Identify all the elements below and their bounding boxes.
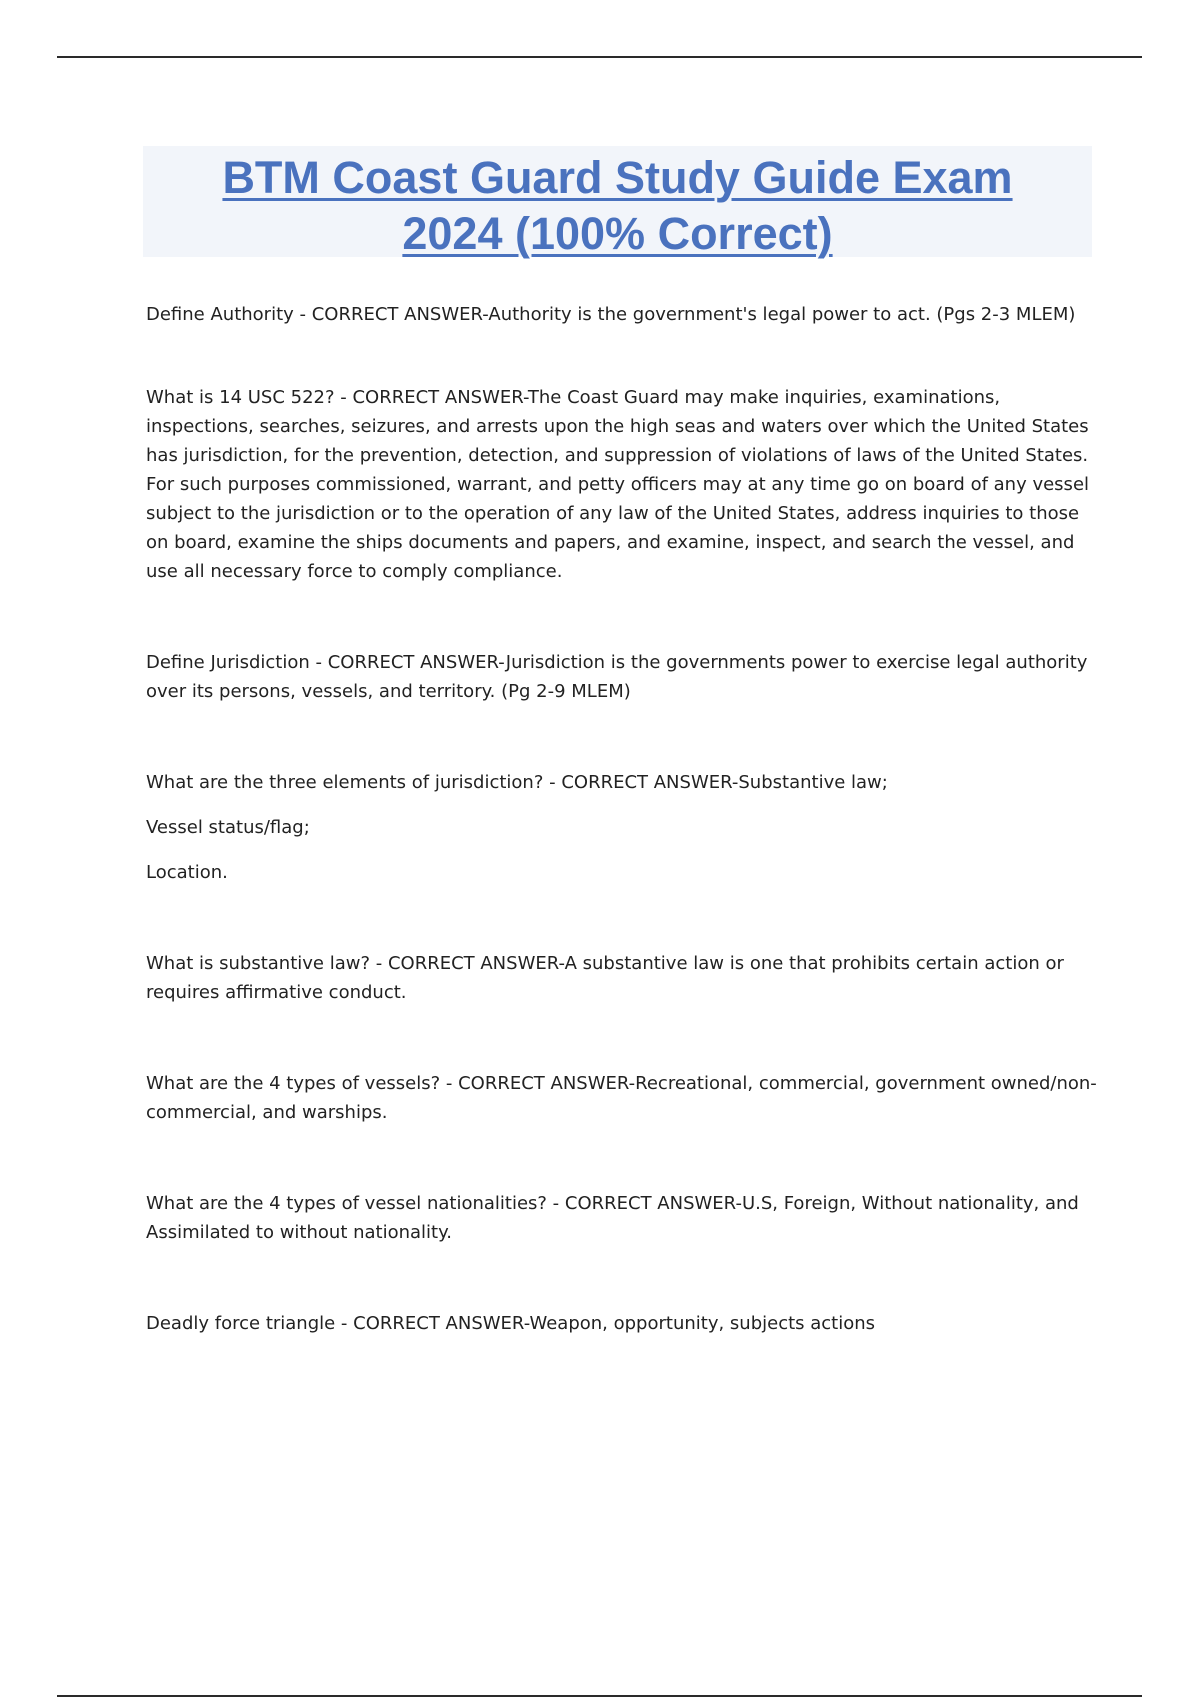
document-title[interactable] [143,146,1092,262]
title-line-2: 2024 (100% Correct) [402,208,833,259]
qa-entry-continuation: Vessel status/flag; [146,817,310,838]
top-rule [57,56,1142,58]
title-line-1: BTM Coast Guard Study Guide Exam [222,152,1013,203]
qa-entry: Deadly force triangle - CORRECT ANSWER-Weapon, opportunity, subjects actions [146,1313,876,1334]
qa-entry: Define Authority - CORRECT ANSWER-Authority is the government's legal power to act. (Pgs 2-3 MLEM) [146,304,1076,325]
study-guide-content [146,300,1106,1338]
qa-entry: What is 14 USC 522? - CORRECT ANSWER-The Coast Guard may make inquiries, examinations, inspections, searches, seizures, and arrests upon the high seas and waters over which the United States has jurisdiction, for the prevention, detection, and suppression of violations of laws of the United States. For such purposes commissioned, warrant, and petty officers may at any time go on board of any vessel subject to the jurisdiction or to the operation of any law of the United States, address inquiries to those on board, examine the ships documents and papers, and examine, inspect, and search the vessel, and use all necessary force to comply compliance. [146,387,1090,582]
qa-entry: What is substantive law? - CORRECT ANSWER-A substantive law is one that prohibits certain action or requires affirmative conduct. [146,953,1064,1003]
bottom-rule [57,1695,1142,1697]
qa-entry: What are the 4 types of vessel nationalities? - CORRECT ANSWER-U.S, Foreign, Without nationality, and Assimilated to without nationality. [146,1193,1079,1243]
qa-entry-continuation: Location. [146,862,228,883]
qa-entry: Define Jurisdiction - CORRECT ANSWER-Jurisdiction is the governments power to exercise legal authority over its persons, vessels, and territory. (Pg 2-9 MLEM) [146,652,1088,702]
qa-entry: What are the three elements of jurisdiction? - CORRECT ANSWER-Substantive law; [146,772,888,793]
title-banner [143,146,1092,257]
qa-entry: What are the 4 types of vessels? - CORRECT ANSWER-Recreational, commercial, government owned/non-commercial, and warships. [146,1073,1097,1123]
